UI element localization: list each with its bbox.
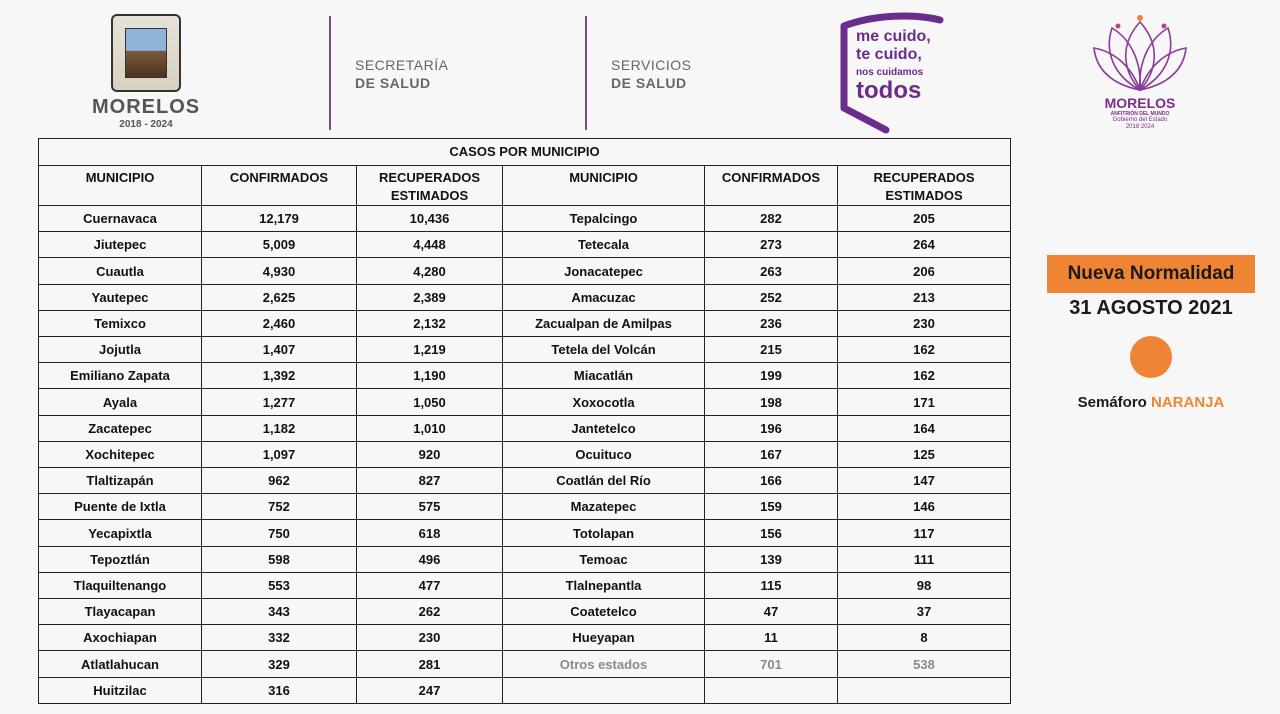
recuperados-cell: 247	[357, 677, 503, 703]
confirmados-cell: 1,277	[202, 389, 357, 415]
recuperados-cell: 162	[838, 363, 1011, 389]
confirmados-cell: 1,392	[202, 363, 357, 389]
cases-table-container	[38, 138, 1010, 704]
recuperados-cell: 262	[357, 599, 503, 625]
municipio-cell: Yecapixtla	[39, 520, 202, 546]
confirmados-cell	[705, 677, 838, 703]
recuperados-cell: 264	[838, 232, 1011, 258]
recuperados-cell: 1,050	[357, 389, 503, 415]
table-row	[39, 258, 1011, 284]
lotus-logo-gov2: 2018 2024	[1125, 124, 1155, 130]
confirmados-cell: 11	[705, 625, 838, 651]
confirmados-cell: 553	[202, 572, 357, 598]
recuperados-cell	[838, 677, 1011, 703]
table-row	[39, 415, 1011, 441]
traffic-light-dot-icon	[1130, 336, 1172, 378]
table-row	[39, 651, 1011, 677]
confirmados-cell: 1,097	[202, 441, 357, 467]
recuperados-cell: 117	[838, 520, 1011, 546]
dept2-line2: DE SALUD	[611, 75, 687, 91]
municipio-cell: Cuernavaca	[39, 206, 202, 232]
header-recuperados-line2: ESTIMADOS	[885, 188, 963, 203]
municipio-cell: Temoac	[503, 546, 705, 572]
table-row	[39, 520, 1011, 546]
dept1-line1: SECRETARÍA	[355, 57, 449, 73]
confirmados-cell: 282	[705, 206, 838, 232]
confirmados-cell: 12,179	[202, 206, 357, 232]
slogan-line1: me cuido,	[856, 28, 931, 45]
recuperados-cell: 1,219	[357, 337, 503, 363]
municipio-cell: Zacatepec	[39, 415, 202, 441]
municipio-cell: Emiliano Zapata	[39, 363, 202, 389]
table-row	[39, 363, 1011, 389]
confirmados-cell: 701	[705, 651, 838, 677]
municipio-cell: Mazatepec	[503, 494, 705, 520]
lotus-logo-gov1: Gobierno del Estado	[1112, 117, 1168, 123]
recuperados-cell: 1,190	[357, 363, 503, 389]
municipio-cell: Miacatlán	[503, 363, 705, 389]
table-row	[39, 494, 1011, 520]
municipio-cell	[503, 677, 705, 703]
dept2-line1: SERVICIOS	[611, 57, 692, 73]
header-confirmados: CONFIRMADOS	[705, 166, 838, 206]
recuperados-cell: 920	[357, 441, 503, 467]
lotus-logo-sub: ANFITRIÓN DEL MUNDO	[1110, 111, 1170, 117]
semaforo-color: NARANJA	[1151, 394, 1225, 411]
recuperados-cell: 98	[838, 572, 1011, 598]
municipio-cell: Huitzilac	[39, 677, 202, 703]
confirmados-cell: 166	[705, 468, 838, 494]
recuperados-cell: 206	[838, 258, 1011, 284]
header-municipio: MUNICIPIO	[503, 166, 705, 206]
recuperados-cell: 281	[357, 651, 503, 677]
status-panel	[1046, 255, 1256, 411]
confirmados-cell: 115	[705, 572, 838, 598]
semaforo-label: Semáforo	[1077, 394, 1147, 411]
confirmados-cell: 47	[705, 599, 838, 625]
municipio-cell: Jonacatepec	[503, 258, 705, 284]
municipio-cell: Tepoztlán	[39, 546, 202, 572]
municipio-cell: Temixco	[39, 310, 202, 336]
slogan-line3: nos cuidamos	[856, 67, 924, 78]
recuperados-cell: 37	[838, 599, 1011, 625]
table-row	[39, 572, 1011, 598]
semaforo-status	[1046, 394, 1256, 411]
confirmados-cell: 159	[705, 494, 838, 520]
recuperados-cell: 618	[357, 520, 503, 546]
confirmados-cell: 2,460	[202, 310, 357, 336]
table-row	[39, 625, 1011, 651]
recuperados-cell: 10,436	[357, 206, 503, 232]
header-recuperados-line1: RECUPERADOS	[873, 170, 975, 185]
recuperados-cell: 827	[357, 468, 503, 494]
recuperados-cell: 477	[357, 572, 503, 598]
confirmados-cell: 198	[705, 389, 838, 415]
confirmados-cell: 196	[705, 415, 838, 441]
municipio-cell: Atlatlahucan	[39, 651, 202, 677]
confirmados-cell: 236	[705, 310, 838, 336]
confirmados-cell: 750	[202, 520, 357, 546]
recuperados-cell: 147	[838, 468, 1011, 494]
table-row	[39, 677, 1011, 703]
table-row	[39, 284, 1011, 310]
confirmados-cell: 2,625	[202, 284, 357, 310]
confirmados-cell: 962	[202, 468, 357, 494]
recuperados-cell: 162	[838, 337, 1011, 363]
header-confirmados: CONFIRMADOS	[202, 166, 357, 206]
municipio-cell: Tetecala	[503, 232, 705, 258]
confirmados-cell: 5,009	[202, 232, 357, 258]
table-header-row	[39, 166, 1011, 206]
municipio-cell: Jantetelco	[503, 415, 705, 441]
header-recuperados-line2: ESTIMADOS	[390, 188, 469, 203]
municipio-cell: Tlaquiltenango	[39, 572, 202, 598]
morelos-logo-word: MORELOS	[92, 96, 201, 118]
slogan-line2: te cuido,	[856, 46, 922, 63]
recuperados-cell: 230	[357, 625, 503, 651]
confirmados-cell: 316	[202, 677, 357, 703]
confirmados-cell: 1,407	[202, 337, 357, 363]
municipio-cell: Ocuituco	[503, 441, 705, 467]
slogan-text	[856, 28, 931, 104]
confirmados-cell: 329	[202, 651, 357, 677]
municipio-cell: Jiutepec	[39, 232, 202, 258]
table-row	[39, 546, 1011, 572]
confirmados-cell: 199	[705, 363, 838, 389]
recuperados-cell: 4,280	[357, 258, 503, 284]
table-title: CASOS POR MUNICIPIO	[39, 139, 1011, 166]
recuperados-cell: 171	[838, 389, 1011, 415]
recuperados-cell: 230	[838, 310, 1011, 336]
municipio-cell: Amacuzac	[503, 284, 705, 310]
recuperados-cell: 575	[357, 494, 503, 520]
recuperados-cell: 146	[838, 494, 1011, 520]
municipio-cell: Cuautla	[39, 258, 202, 284]
table-row	[39, 468, 1011, 494]
municipio-cell: Tlaltizapán	[39, 468, 202, 494]
report-date: 31 AGOSTO 2021	[1069, 297, 1233, 319]
lotus-logo-word: MORELOS	[1104, 95, 1176, 111]
dept1-line2: DE SALUD	[355, 75, 431, 91]
divider	[329, 16, 331, 130]
recuperados-cell: 496	[357, 546, 503, 572]
municipio-cell: Totolapan	[503, 520, 705, 546]
table-row	[39, 206, 1011, 232]
table-row	[39, 441, 1011, 467]
recuperados-cell: 2,389	[357, 284, 503, 310]
municipio-cell: Hueyapan	[503, 625, 705, 651]
confirmados-cell: 252	[705, 284, 838, 310]
confirmados-cell: 332	[202, 625, 357, 651]
table-row	[39, 310, 1011, 336]
header-recuperados	[357, 166, 503, 206]
confirmados-cell: 156	[705, 520, 838, 546]
recuperados-cell: 205	[838, 206, 1011, 232]
table-row	[39, 599, 1011, 625]
recuperados-cell: 4,448	[357, 232, 503, 258]
divider	[585, 16, 587, 130]
recuperados-cell: 213	[838, 284, 1011, 310]
confirmados-cell: 598	[202, 546, 357, 572]
morelos-logo-years: 2018 - 2024	[119, 119, 173, 130]
cases-by-municipality-table	[38, 138, 1011, 704]
header-municipio: MUNICIPIO	[39, 166, 202, 206]
recuperados-cell: 538	[838, 651, 1011, 677]
slogan-line4: todos	[856, 77, 922, 104]
municipio-cell: Axochiapan	[39, 625, 202, 651]
municipio-cell: Tepalcingo	[503, 206, 705, 232]
municipio-cell: Zacualpan de Amilpas	[503, 310, 705, 336]
municipio-cell: Jojutla	[39, 337, 202, 363]
morelos-anfitrion-logo	[1088, 14, 1192, 131]
municipio-cell: Tlayacapan	[39, 599, 202, 625]
recuperados-cell: 8	[838, 625, 1011, 651]
secretaria-salud-label	[355, 56, 448, 92]
confirmados-cell: 215	[705, 337, 838, 363]
recuperados-cell: 111	[838, 546, 1011, 572]
confirmados-cell: 167	[705, 441, 838, 467]
municipio-cell: Yautepec	[39, 284, 202, 310]
municipio-cell: Tlalnepantla	[503, 572, 705, 598]
page-header	[0, 0, 1280, 138]
confirmados-cell: 343	[202, 599, 357, 625]
recuperados-cell: 2,132	[357, 310, 503, 336]
municipio-cell: Coatlán del Río	[503, 468, 705, 494]
table-row	[39, 389, 1011, 415]
municipio-cell: Xochitepec	[39, 441, 202, 467]
nueva-normalidad-badge: Nueva Normalidad	[1047, 255, 1255, 293]
confirmados-cell: 273	[705, 232, 838, 258]
confirmados-cell: 752	[202, 494, 357, 520]
municipio-cell: Puente de Ixtla	[39, 494, 202, 520]
coat-of-arms-icon	[111, 14, 181, 92]
header-recuperados-line1: RECUPERADOS	[378, 170, 481, 185]
header-recuperados	[838, 166, 1011, 206]
municipio-cell: Tetela del Volcán	[503, 337, 705, 363]
municipio-cell: Ayala	[39, 389, 202, 415]
lotus-icon	[1092, 14, 1188, 92]
table-row	[39, 232, 1011, 258]
morelos-state-logo	[92, 14, 200, 130]
confirmados-cell: 4,930	[202, 258, 357, 284]
table-row	[39, 337, 1011, 363]
servicios-salud-label	[611, 56, 692, 92]
recuperados-cell: 164	[838, 415, 1011, 441]
municipio-cell: Otros estados	[503, 651, 705, 677]
recuperados-cell: 125	[838, 441, 1011, 467]
slogan-logo	[836, 12, 948, 134]
confirmados-cell: 1,182	[202, 415, 357, 441]
confirmados-cell: 139	[705, 546, 838, 572]
municipio-cell: Coatetelco	[503, 599, 705, 625]
confirmados-cell: 263	[705, 258, 838, 284]
recuperados-cell: 1,010	[357, 415, 503, 441]
municipio-cell: Xoxocotla	[503, 389, 705, 415]
